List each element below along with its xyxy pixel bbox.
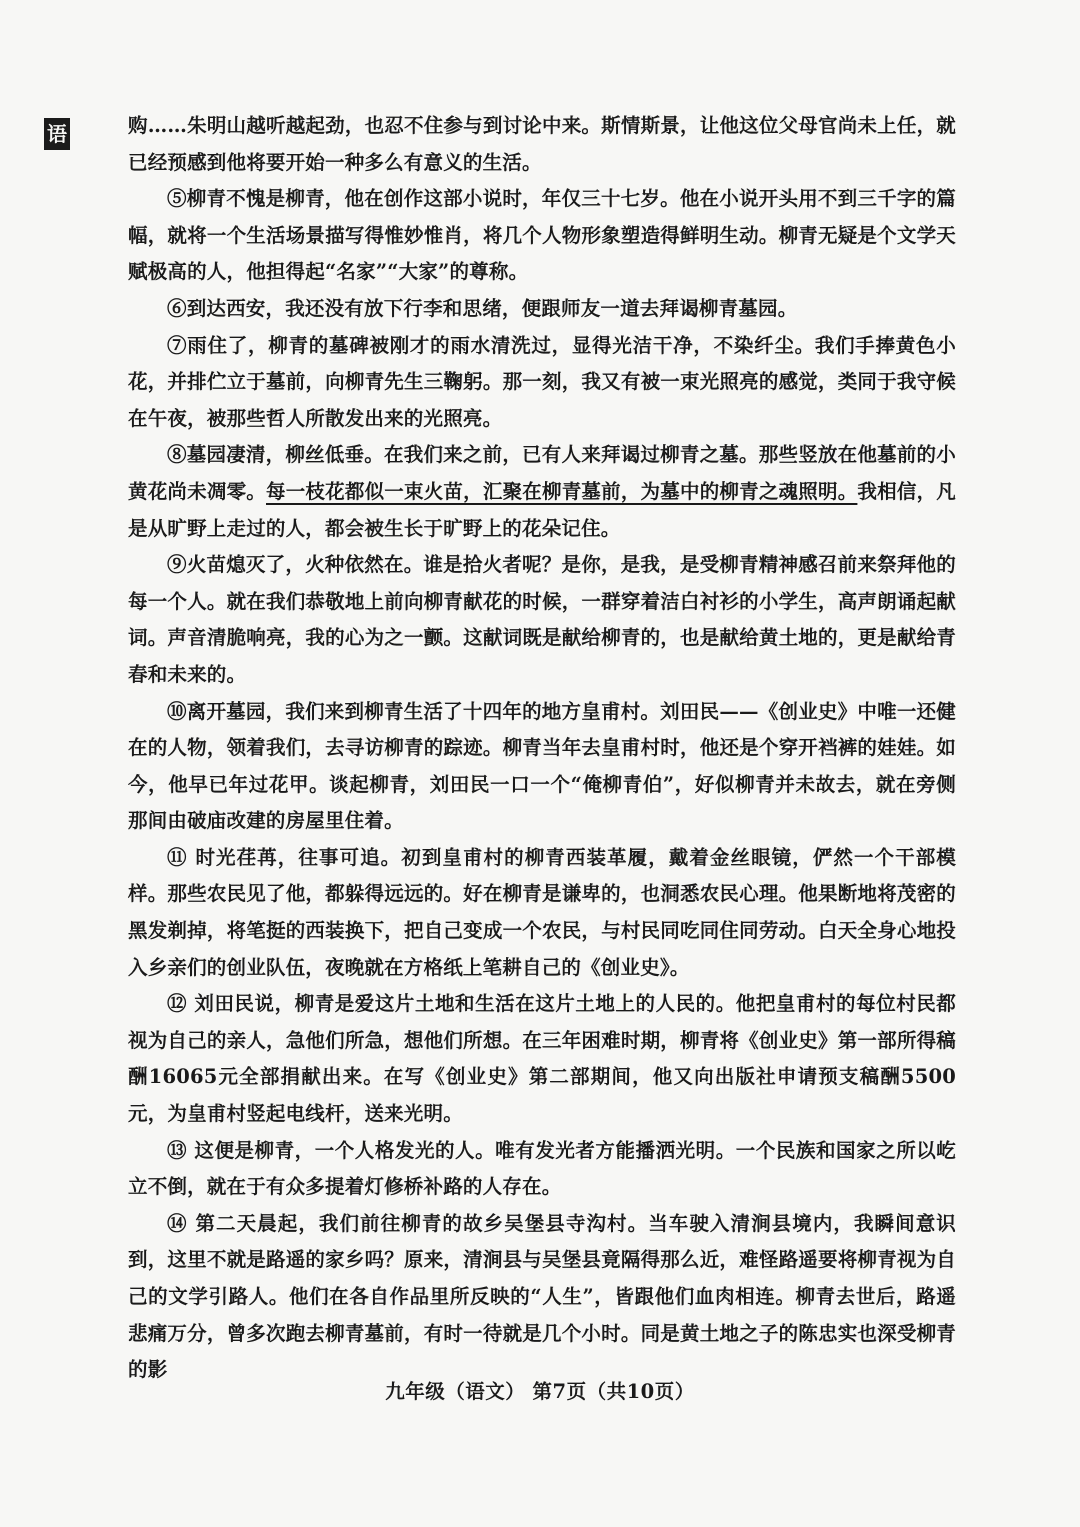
paragraph-continued: 购……朱明山越听越起劲，也忍不住参与到讨论中来。斯情斯景，让他这位父母官尚未上任，就已经预感到他将要开始一种多么有意义的生活。 [128,114,956,174]
paragraph-8 [128,437,956,547]
article-body [128,108,956,1389]
paragraph-10: ⑩离开墓园，我们来到柳青生活了十四年的地方皇甫村。刘田民——《创业史》中唯一还健在的人物，领着我们，去寻访柳青的踪迹。柳青当年去皇甫村时，他还是个穿开裆裤的娃娃。如今，他早已年过花甲。谈起柳青，刘田民一口一个“俺柳青伯”，好似柳青并未故去，就在旁侧那间由破庙改建的房屋里住着。 [128,699,956,833]
paragraph-9: ⑨火苗熄灭了，火种依然在。谁是拾火者呢？是你，是我，是受柳青精神感召前来祭拜他的每一个人。就在我们恭敬地上前向柳青献花的时候，一群穿着洁白衬衫的小学生，高声朗诵起献词。声音清脆响亮，我的心为之一颤。这献词既是献给柳青的，也是献给黄土地的，更是献给青春和未来的。 [128,553,956,686]
paragraph-14: ⑭ 第二天晨起，我们前往柳青的故乡吴堡县寺沟村。当车驶入清涧县境内，我瞬间意识到，这里不就是路遥的家乡吗？原来，清涧县与吴堡县竟隔得那么近，难怪路遥要将柳青视为自己的文学引路人。他们在各自作品里所反映的“人生”，皆跟他们血肉相连。柳青去世后，路遥悲痛万分，曾多次跑去柳青墓前，有时一待就是几个小时。同是黄土地之子的陈忠实也深受柳青的影 [128,1211,956,1382]
paragraph-8-before: ⑧墓园凄清，柳丝低垂。在我们来之前，已有人来拜谒过柳青之墓。那些竖放在他墓前的小黄花尚未凋零。 [128,443,956,503]
paragraph-11: ⑪ 时光荏苒，往事可追。初到皇甫村的柳青西装革履，戴着金丝眼镜，俨然一个干部模样。那些农民见了他，都躲得远远的。好在柳青是谦卑的，也洞悉农民心理。他果断地将茂密的黑发剃掉，将笔挺的西装换下，把自己变成一个农民，与村民同吃同住同劳动。白天全身心地投入乡亲们的创业队伍，夜晚就在方格纸上笔耕自己的《创业史》。 [128,845,956,979]
paragraph-6: ⑥到达西安，我还没有放下行李和思绪，便跟师友一道去拜谒柳青墓园。 [167,296,798,320]
subject-tab: 语 [44,118,70,150]
paragraph-13: ⑬ 这便是柳青，一个人格发光的人。唯有发光者方能播洒光明。一个民族和国家之所以屹立不倒，就在于有众多提着灯修桥补路的人存在。 [128,1138,956,1199]
page-footer: 九年级（语文） 第7页（共10页） [385,1380,695,1403]
paragraph-5: ⑤柳青不愧是柳青，他在创作这部小说时，年仅三十七岁。他在小说开头用不到三千字的篇幅，就将一个生活场景描写得惟妙惟肖，将几个人物形象塑造得鲜明生动。柳青无疑是个文学天赋极高的人，他担得起“名家”“大家”的尊称。 [128,187,956,284]
paragraph-12: ⑫ 刘田民说，柳青是爱这片土地和生活在这片土地上的人民的。他把皇甫村的每位村民都视为自己的亲人，急他们所急，想他们所想。在三年困难时期，柳青将《创业史》第一部所得稿酬16065元全部捐献出来。在写《创业史》第二部期间，他又向出版社申请预支稿酬5500元，为皇甫村竖起电线杆，送来光明。 [128,992,956,1126]
paragraph-8-after: 我相信，凡是从旷野上走过的人，都会被生长于旷野上的花朵记住。 [128,479,956,540]
paragraph-7: ⑦雨住了，柳青的墓碑被刚才的雨水清洗过，显得光洁干净，不染纤尘。我们手捧黄色小花，并排伫立于墓前，向柳青先生三鞠躬。那一刻，我又有被一束光照亮的感觉，类同于我守候在午夜，被那些哲人所散发出来的光照亮。 [128,333,956,430]
underlined-sentence: 每一枝花都似一束火苗，汇聚在柳青墓前，为墓中的柳青之魂照明。 [266,479,858,503]
